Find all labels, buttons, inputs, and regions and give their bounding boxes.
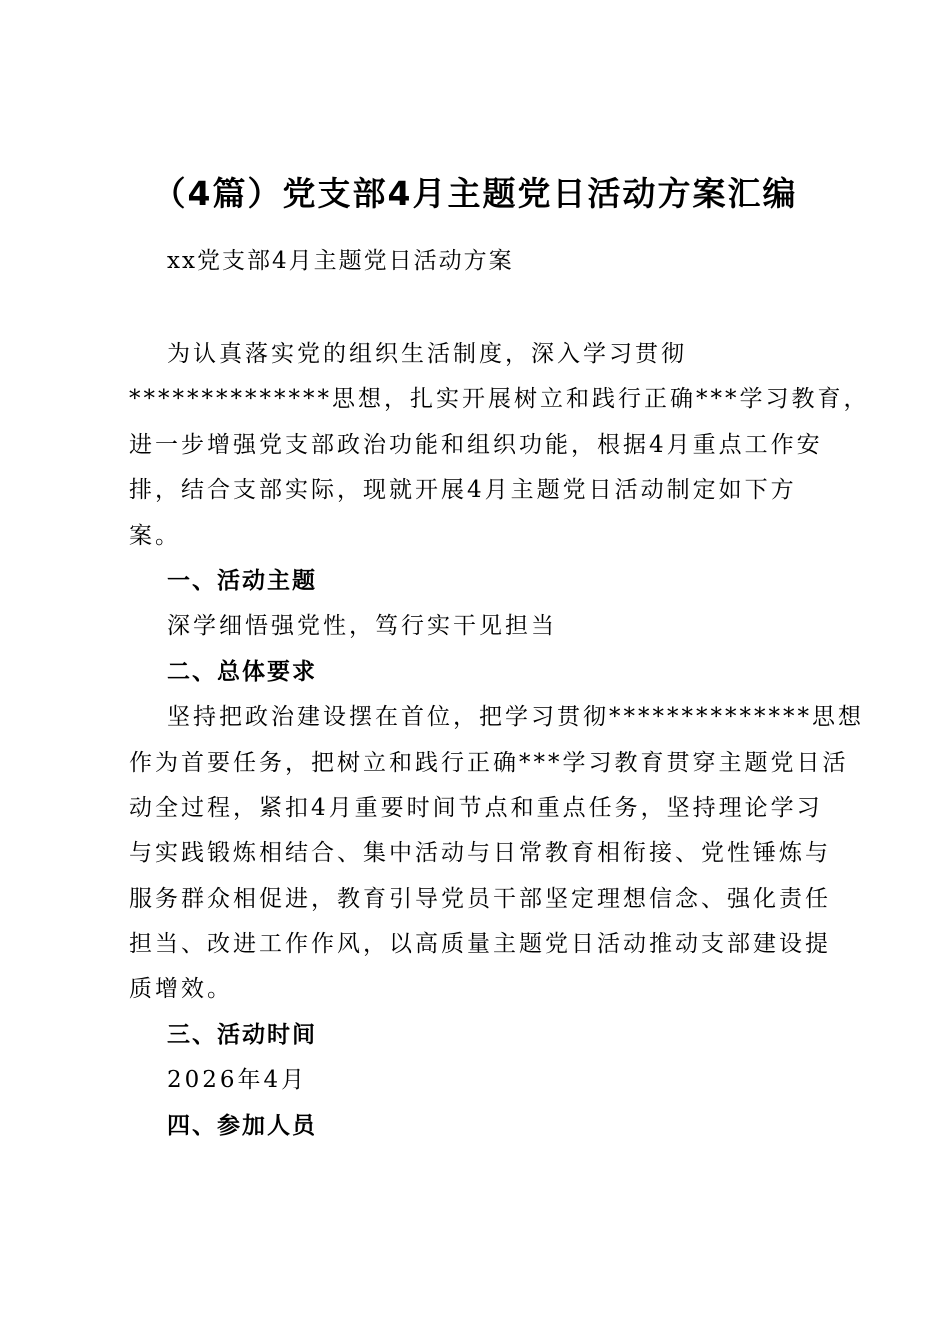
- intro-paragraph: [129, 332, 870, 559]
- paragraph-line: 作为首要任务，把树立和践行正确***学习教育贯穿主题党日活: [129, 749, 849, 776]
- paragraph-line: 质增效。: [129, 976, 233, 1003]
- document-subtitle: xx党支部4月主题党日活动方案: [167, 248, 514, 274]
- paragraph-line: 深学细悟强党性，笃行实干见担当: [167, 613, 557, 640]
- paragraph-line: **************思想，扎实开展树立和践行正确***学习教育，: [129, 386, 870, 413]
- section-activity-time: [129, 1013, 829, 1104]
- paragraph-line: 与实践锻炼相结合、集中活动与日常教育相衔接、党性锤炼与: [129, 840, 831, 867]
- paragraph-line: 案。: [129, 522, 181, 549]
- section-heading: 四、参加人员: [167, 1112, 317, 1139]
- section-heading: 一、活动主题: [167, 567, 317, 594]
- paragraph-line: 为认真落实党的组织生活制度，深入学习贯彻: [167, 341, 687, 367]
- section-heading: 三、活动时间: [167, 1021, 317, 1048]
- section-activity-theme: [129, 559, 829, 650]
- section-participants: [129, 1104, 829, 1149]
- section-general-requirements: [129, 650, 864, 1013]
- paragraph-line: 进一步增强党支部政治功能和组织功能，根据4月重点工作安: [129, 431, 823, 458]
- section-heading: 二、总体要求: [167, 658, 317, 685]
- paragraph-line: 担当、改进工作作风，以高质量主题党日活动推动支部建设提: [129, 931, 831, 958]
- paragraph-line: 服务群众相促进，教育引导党员干部坚定理想信念、强化责任: [129, 885, 831, 912]
- document-body: [129, 332, 870, 1149]
- paragraph-line: 排，结合支部实际，现就开展4月主题党日活动制定如下方: [129, 477, 797, 504]
- paragraph-line: 2026年4月: [167, 1067, 308, 1094]
- paragraph-line: 动全过程，紧扣4月重要时间节点和重点任务，坚持理论学习: [129, 794, 823, 821]
- paragraph-line: 坚持把政治建设摆在首位，把学习贯彻**************思想: [167, 704, 864, 731]
- document-title: （4篇）党支部4月主题党日活动方案汇编: [152, 174, 798, 213]
